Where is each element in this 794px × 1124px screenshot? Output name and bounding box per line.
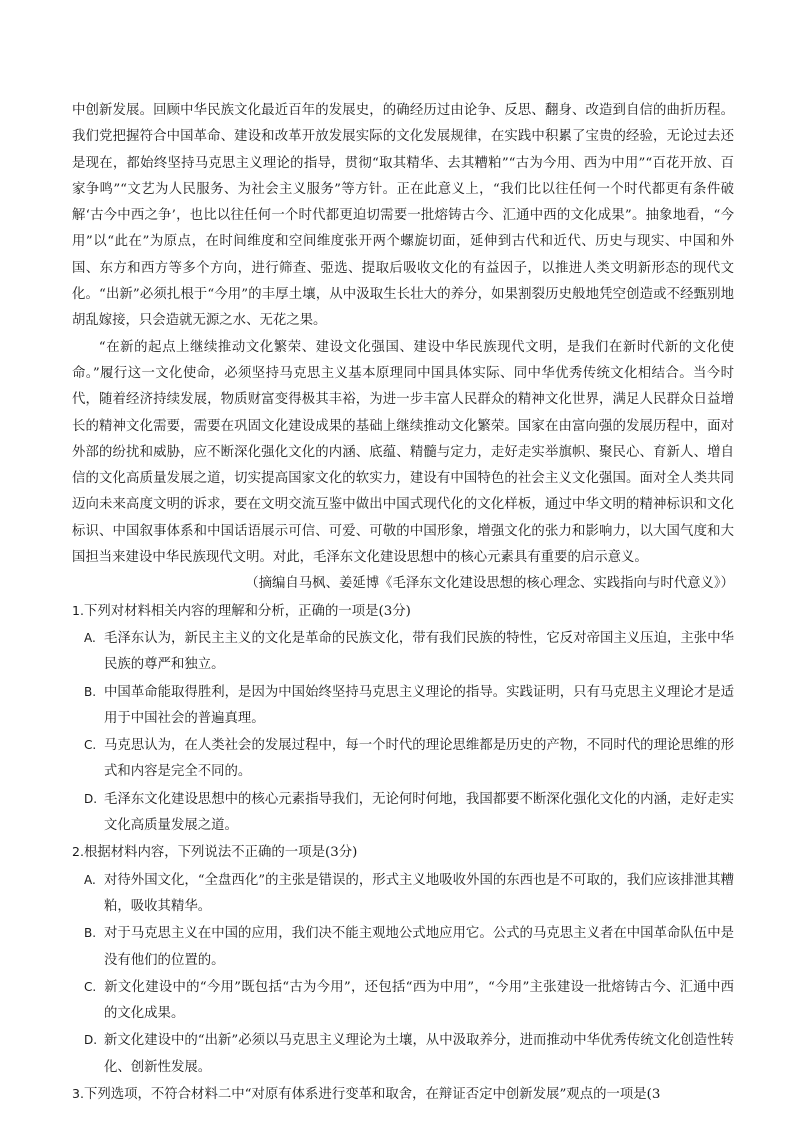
question-2-option-c bbox=[70, 974, 734, 1028]
option-label: B. bbox=[84, 926, 97, 941]
source-citation: （摘编自马枫、姜延博《毛泽东文化建设思想的核心理念、实践指向与时代意义》） bbox=[245, 576, 734, 592]
option-text: 毛泽东认为，新民主主义的文化是革命的民族文化，带有我们民族的特性，它反对帝国主义压迫，主张中华民族的尊严和独立。 bbox=[104, 630, 734, 673]
option-text: 马克思认为，在人类社会的发展过程中，每一个时代的理论思维都是历史的产物，不同时代的理论思维的形式和内容是完全不同的。 bbox=[104, 738, 734, 780]
question-2-option-d bbox=[70, 1027, 734, 1081]
question-2-option-b bbox=[70, 920, 734, 974]
question-2-option-a bbox=[70, 867, 734, 921]
option-label: A. bbox=[84, 630, 96, 645]
question-1-stem bbox=[72, 598, 734, 625]
question-1 bbox=[72, 598, 734, 840]
question-text: 下列选项，不符合材料二中“对原有体系进行变革和取舍，在辩证否定中创新发展”观点的一项是(3 bbox=[83, 1086, 661, 1102]
passage-paragraph-1: 中创新发展。回顾中华民族文化最近百年的发展史，的确经历过由论争、反思、翻身、改造到自信的曲折历程。我们党把握符合中国革命、建设和改革开放发展实际的文化发展规律，在实践中积累了宝贵的经验，无论过去还是现在，都始终坚持马克思主义理论的指导，贯彻“取其精华、去其糟粕”“古为今用、西为中用”“百花开放、百家争鸣”“文艺为人民服务、为社会主义服务”等方针。正在此意义上，“我们比以往任何一个时代都更有条件破解‘古今中西之争’，也比以往任何一个时代都更迫切需要一批熔铸古今、汇通中西的文化成果”。抽象地看，“今用”以“此在”为原点，在时间维度和空间维度张开两个螺旋切面，延伸到古代和近代、历史与现实、中国和外国、东方和西方等多个方向，进行筛查、弫选、提取后吸收文化的有益因子，以推进人类文明新形态的现代文化。“出新”必须扎根于“今用”的丰厚土壤，从中汲取生长壮大的养分，如果割裂历史般地凭空创造或不经甄别地胡乱嫁接，只会造就无源之水、无花之果。 bbox=[72, 103, 734, 329]
option-text: 新文化建设中的“今用”既包括“古为今用”，还包括“西为中用”，“今用”主张建设一批熔铸古今、汇通中西的文化成果。 bbox=[104, 979, 734, 1022]
option-label: A. bbox=[84, 872, 96, 887]
option-label: B. bbox=[84, 684, 97, 699]
option-text: 对于马克思主义在中国的应用，我们决不能主观地公式地应用它。公式的马克思主义者在中国革命队伍中是没有他们的位置的。 bbox=[104, 926, 734, 968]
question-text: 下列对材料相关内容的理解和分析，正确的一项是(3分) bbox=[83, 603, 411, 619]
option-text: 中国革命能取得胜利，是因为中国始终坚持马克思主义理论的指导。实践证明，只有马克思主义理论才是适用于中国社会的普遍真理。 bbox=[104, 684, 734, 726]
document-page bbox=[72, 98, 734, 1108]
option-label: C. bbox=[84, 979, 97, 994]
option-text: 毛泽东文化建设思想中的核心元素指导我们，无论何时何地，我国都要不断深化强化文化的内涵，走好走实文化高质量发展之道。 bbox=[104, 791, 734, 834]
question-1-option-c bbox=[70, 732, 734, 786]
question-number: 2. bbox=[72, 844, 84, 860]
question-2 bbox=[72, 839, 734, 1081]
question-text: 根据材料内容，下列说法不正确的一项是(3分) bbox=[83, 845, 358, 861]
question-3-stem bbox=[72, 1081, 734, 1108]
question-number: 3. bbox=[72, 1085, 84, 1101]
option-label: D. bbox=[84, 791, 98, 806]
question-1-option-b bbox=[70, 679, 734, 733]
passage-paragraph-2: “在新的起点上继续推动文化繁荣、建设文化强国、建设中华民族现代文明，是我们在新时代新的文化使命。”履行这一文化使命，必须坚持马克思主义基本原理同中国具体实际、同中华优秀传统文化相结合。当今时代，随着经济持续发展，物质财富变得极其丰裕，为进一步丰富人民群众的精神文化世界，满足人民群众日益增长的精神文化需要，需要在巩固文化建设成果的基础上继续推动文化繁荣。国家在由富向强的发展历程中，面对外部的纷扰和威胁，应不断深化强化文化的内涵、底蕴、精髓与定力，走好走实举旗帜、聚民心、育新人、增自信的文化高质量发展之道，切实提高国家文化的软实力，建设有中国特色的社会主义文化强国。面对全人类共同迈向未来高度文明的诉求，要在文明交流互鉴中做出中国式现代化的文化样板，通过中华文明的精神标识和文化标识、中国叙事体系和中国话语展示可信、可爱、可敬的中国形象，增强文化的张力和影响力，以大国气度和大国担当来建设中华民族现代文明。对此，毛泽东文化建设思想中的核心元素具有重要的启示意义。 bbox=[72, 339, 734, 566]
question-1-option-a bbox=[70, 625, 734, 679]
option-text: 新文化建设中的“出新”必须以马克思主义理论为土壤，从中汲取养分，进而推动中华优秀传统文化创造性转化、创新性发展。 bbox=[104, 1033, 734, 1075]
question-2-stem bbox=[72, 839, 734, 866]
question-number: 1. bbox=[72, 602, 84, 618]
question-1-option-d bbox=[70, 786, 734, 840]
option-text: 对待外国文化，“全盘西化”的主张是错误的，形式主义地吸收外国的东西也是不可取的，我们应该排泄其糟粕，吸收其精华。 bbox=[104, 872, 734, 914]
option-label: C. bbox=[84, 738, 97, 753]
question-3 bbox=[72, 1081, 734, 1108]
option-label: D. bbox=[84, 1033, 98, 1048]
